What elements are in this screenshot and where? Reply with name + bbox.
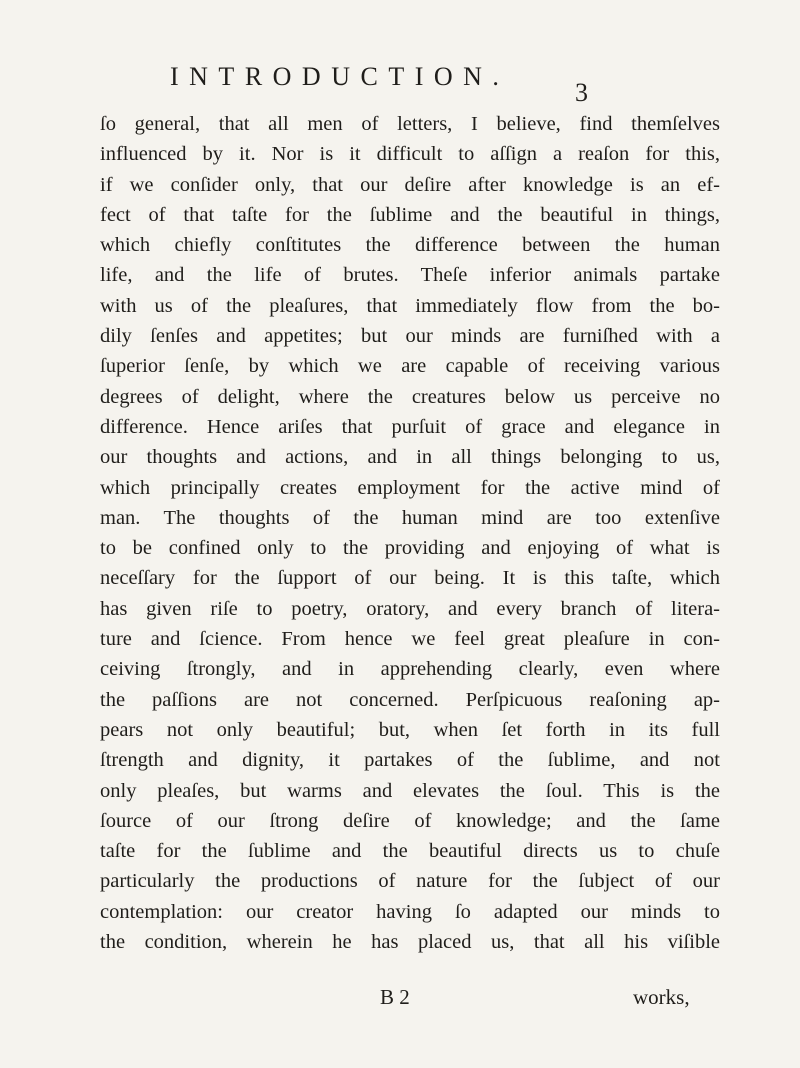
text-line: ſource of our ſtrong deſire of knowledge; and the ſame	[100, 809, 720, 832]
body-text	[100, 109, 720, 957]
text-line: influenced by it. Nor is it difficult to aſſign a reaſon for this,	[100, 143, 720, 166]
signature-mark: B 2	[380, 985, 410, 1009]
text-line: if we conſider only, that our deſire after knowledge is an ef-	[100, 173, 720, 196]
catchword: works,	[633, 985, 690, 1009]
text-line: our thoughts and actions, and in all things belonging to us,	[100, 446, 720, 469]
text-line: taſte for the ſublime and the beautiful directs us to chuſe	[100, 840, 720, 863]
text-line: with us of the pleaſures, that immediately flow from the bo-	[100, 294, 720, 317]
text-line: dily ſenſes and appetites; but our minds are furniſhed with a	[100, 325, 720, 348]
text-line: particularly the productions of nature for the ſubject of our	[100, 870, 720, 893]
text-line: life, and the life of brutes. Theſe inferior animals partake	[100, 264, 720, 287]
text-line: the paſſions are not concerned. Perſpicuous reaſoning ap-	[100, 688, 720, 711]
text-line: neceſſary for the ſupport of our being. It is this taſte, which	[100, 567, 720, 590]
text-line: to be confined only to the providing and enjoying of what is	[100, 537, 720, 560]
text-line: man. The thoughts of the human mind are too extenſive	[100, 506, 720, 529]
text-line: has given riſe to poetry, oratory, and every branch of litera-	[100, 597, 720, 620]
text-line: the condition, wherein he has placed us, that all his viſible	[100, 931, 720, 954]
text-line: ſuperior ſenſe, by which we are capable of receiving various	[100, 355, 720, 378]
text-line: which chiefly conſtitutes the difference between the human	[100, 234, 720, 257]
text-line: only pleaſes, but warms and elevates the ſoul. This is the	[100, 779, 720, 802]
text-line: degrees of delight, where the creatures below us perceive no	[100, 385, 720, 408]
text-line: contemplation: our creator having ſo adapted our minds to	[100, 900, 720, 923]
text-line: pears not only beautiful; but, when ſet forth in its full	[100, 718, 720, 741]
text-line: fect of that taſte for the ſublime and the beautiful in things,	[100, 203, 720, 226]
text-line: which principally creates employment for the active mind of	[100, 476, 720, 499]
page-number: 3	[575, 78, 588, 107]
text-line: ſtrength and dignity, it partakes of the ſublime, and not	[100, 749, 720, 772]
text-line: difference. Hence ariſes that purſuit of grace and elegance in	[100, 415, 720, 438]
running-head: INTRODUCTION.	[170, 62, 510, 91]
text-line: ture and ſcience. From hence we feel great pleaſure in con-	[100, 628, 720, 651]
text-line: ceiving ſtrongly, and in apprehending clearly, even where	[100, 658, 720, 681]
text-line: ſo general, that all men of letters, I believe, find themſelves	[100, 113, 720, 135]
